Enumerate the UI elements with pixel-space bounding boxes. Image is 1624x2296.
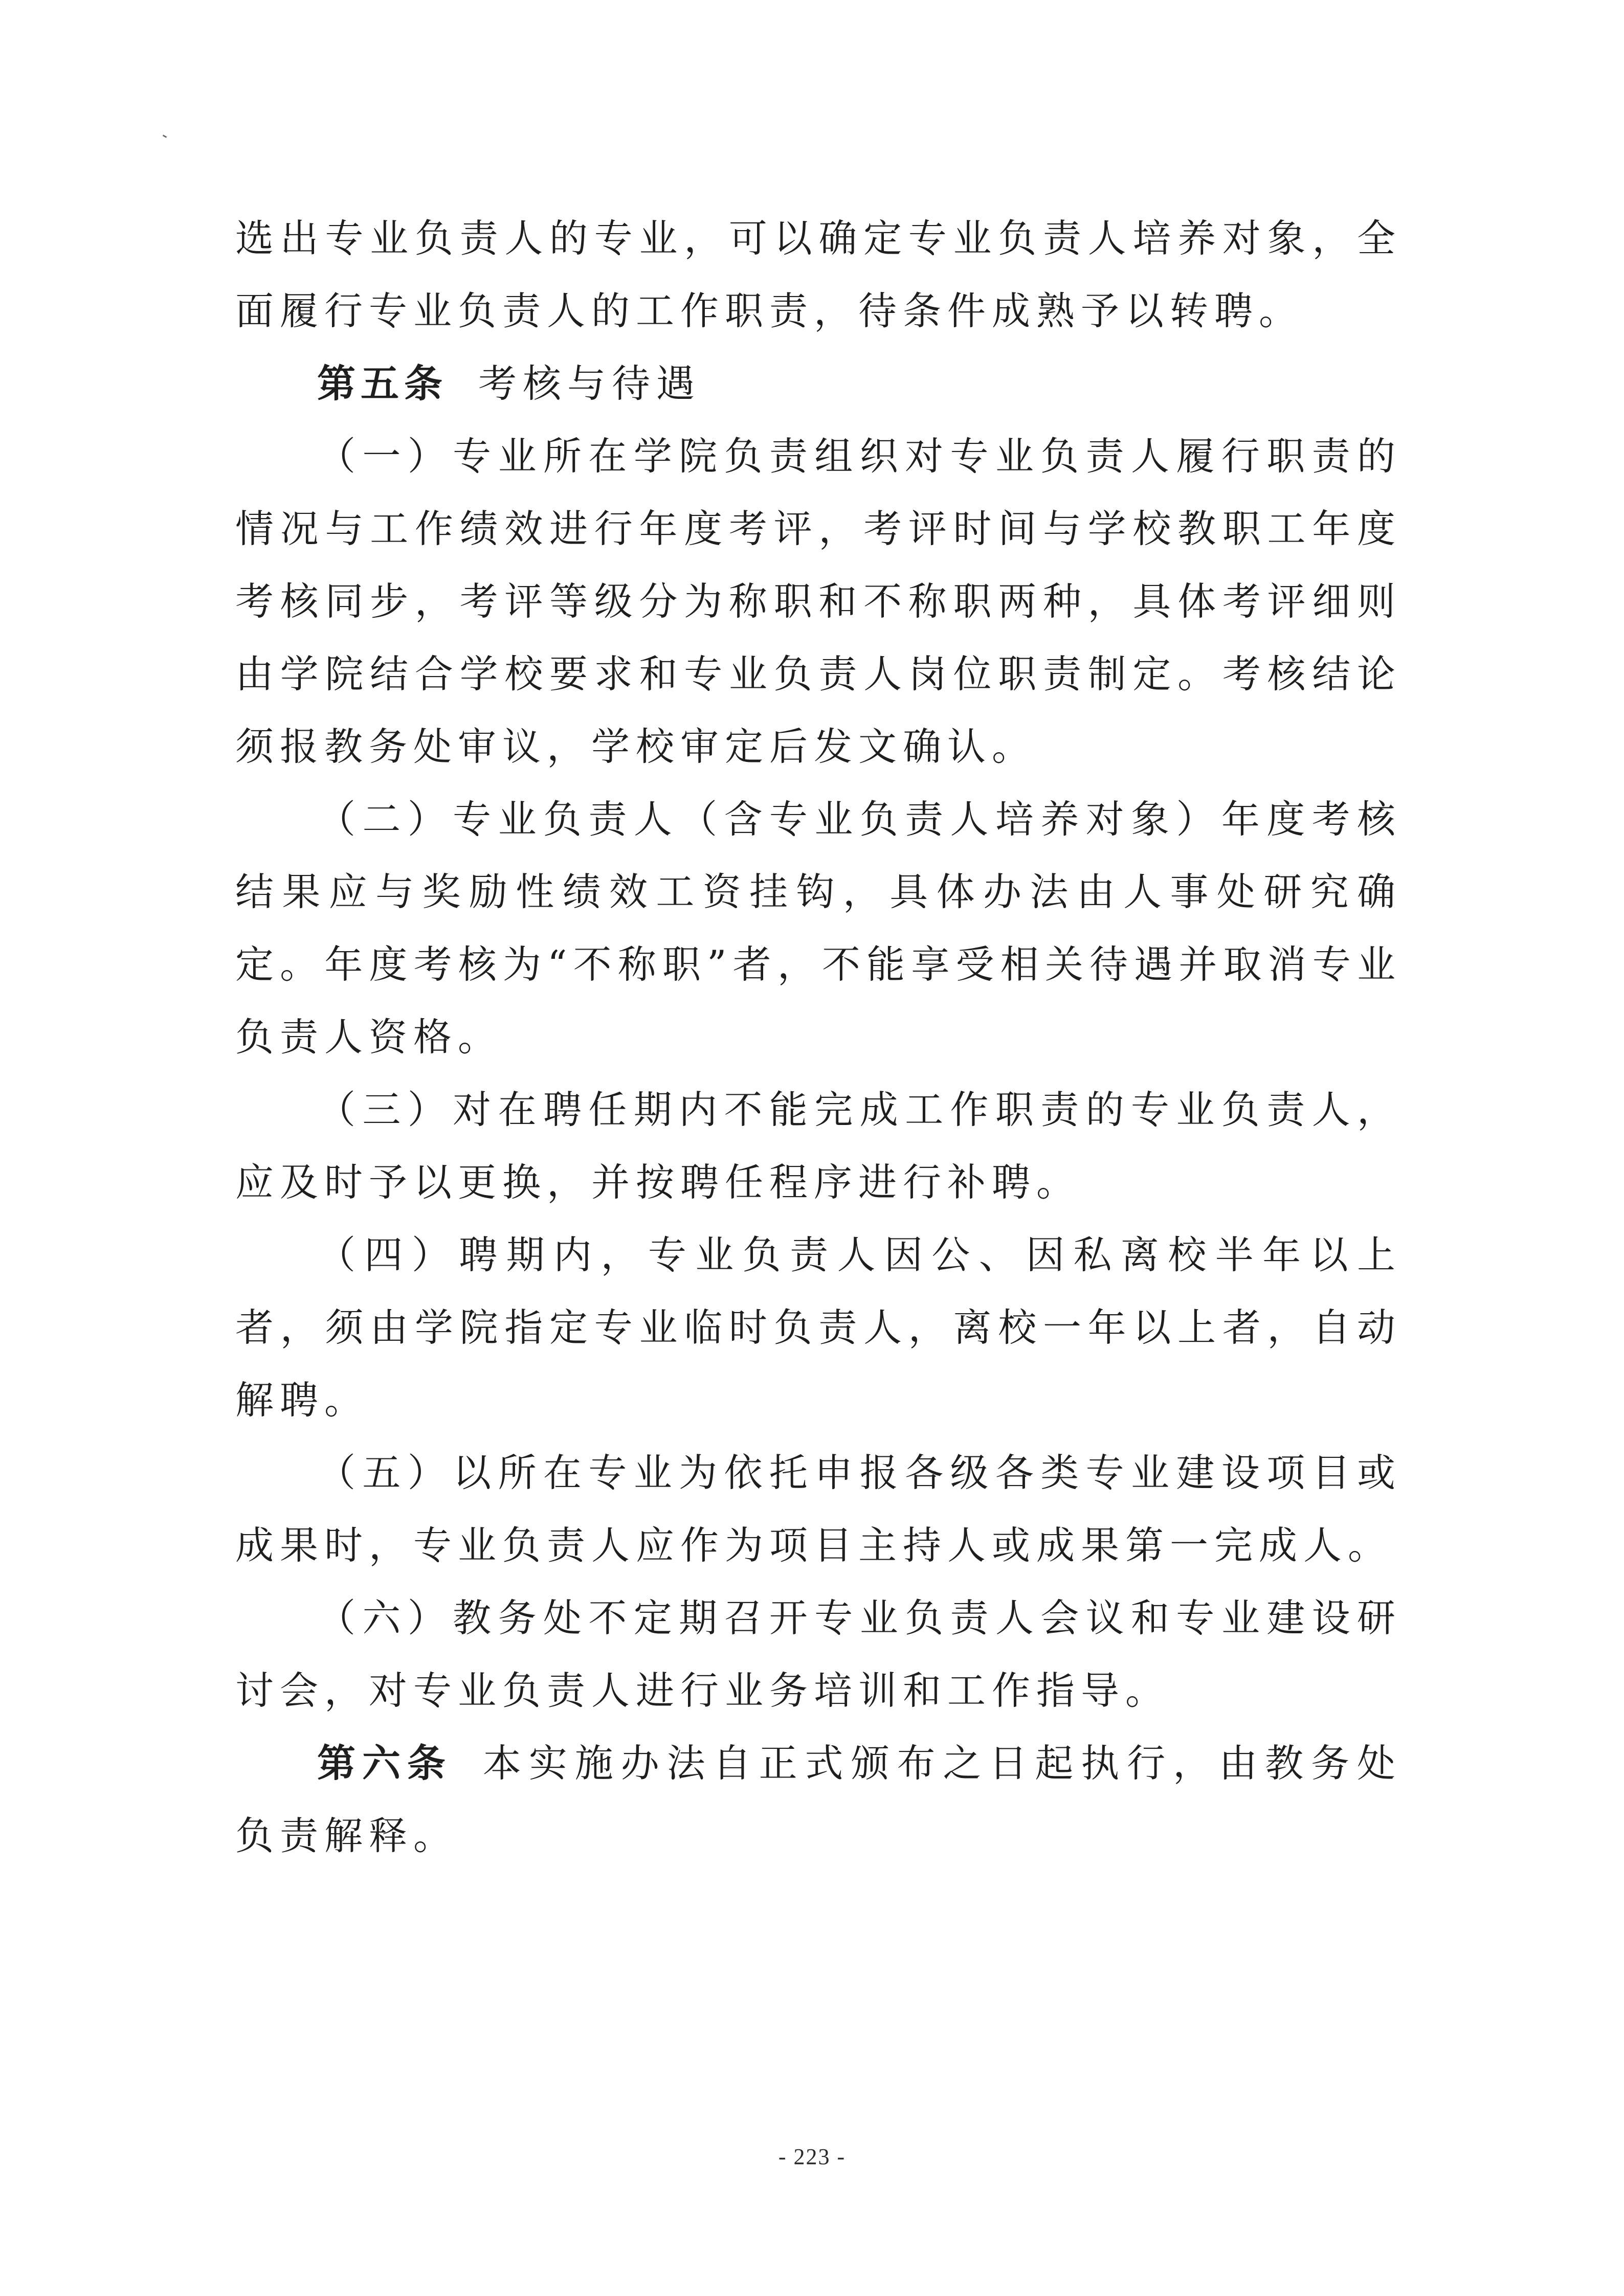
clause-six <box>235 1582 1401 1727</box>
article-title: 考核与待遇 <box>478 361 701 406</box>
page-number: - 223 - <box>778 2144 846 2169</box>
clause-two <box>235 783 1401 1073</box>
clause-four <box>235 1219 1401 1436</box>
article-six <box>235 1727 1401 1872</box>
scan-mark <box>163 134 167 138</box>
paragraph-text: （四）聘期内，专业负责人因公、因私离校半年以上者，须由学院指定专业临时负责人，离校一年以上者，自动解聘。 <box>235 1232 1401 1423</box>
paragraph-text: （一）专业所在学院负责组织对专业负责人履行职责的情况与工作绩效进行年度考评，考评时间与学校教职工年度考核同步，考评等级分为称职和不称职两种，具体考评细则由学院结合学校要求和专业负责人岗位职责制定。考核结论须报教务处审议，学校审定后发文确认。 <box>235 434 1401 769</box>
paragraph-text: （三）对在聘任期内不能完成工作职责的专业负责人，应及时予以更换，并按聘任程序进行补聘。 <box>235 1087 1401 1205</box>
paragraph-continuation <box>235 202 1401 347</box>
paragraph-text: 本实施办法自正式颁布之日起执行，由教务处负责解释。 <box>235 1741 1401 1858</box>
clause-three <box>235 1073 1401 1219</box>
clause-one <box>235 420 1401 783</box>
document-body <box>235 202 1401 1872</box>
article-label: 第五条 <box>317 361 448 406</box>
paragraph-text: （六）教务处不定期召开专业负责人会议和专业建设研讨会，对专业负责人进行业务培训和工作指导。 <box>235 1595 1401 1713</box>
paragraph-text: （五）以所在专业为依托申报各级各类专业建设项目或成果时，专业负责人应作为项目主持人或成果第一完成人。 <box>235 1450 1401 1568</box>
clause-five <box>235 1436 1401 1582</box>
article-label: 第六条 <box>317 1741 452 1786</box>
paragraph-text: 选出专业负责人的专业，可以确定专业负责人培养对象，全面履行专业负责人的工作职责，待条件成熟予以转聘。 <box>235 216 1401 333</box>
article-five-heading <box>235 347 1401 420</box>
paragraph-text: （二）专业负责人（含专业负责人培养对象）年度考核结果应与奖励性绩效工资挂钩，具体办法由人事处研究确定。年度考核为“不称职”者，不能享受相关待遇并取消专业负责人资格。 <box>235 797 1401 1060</box>
